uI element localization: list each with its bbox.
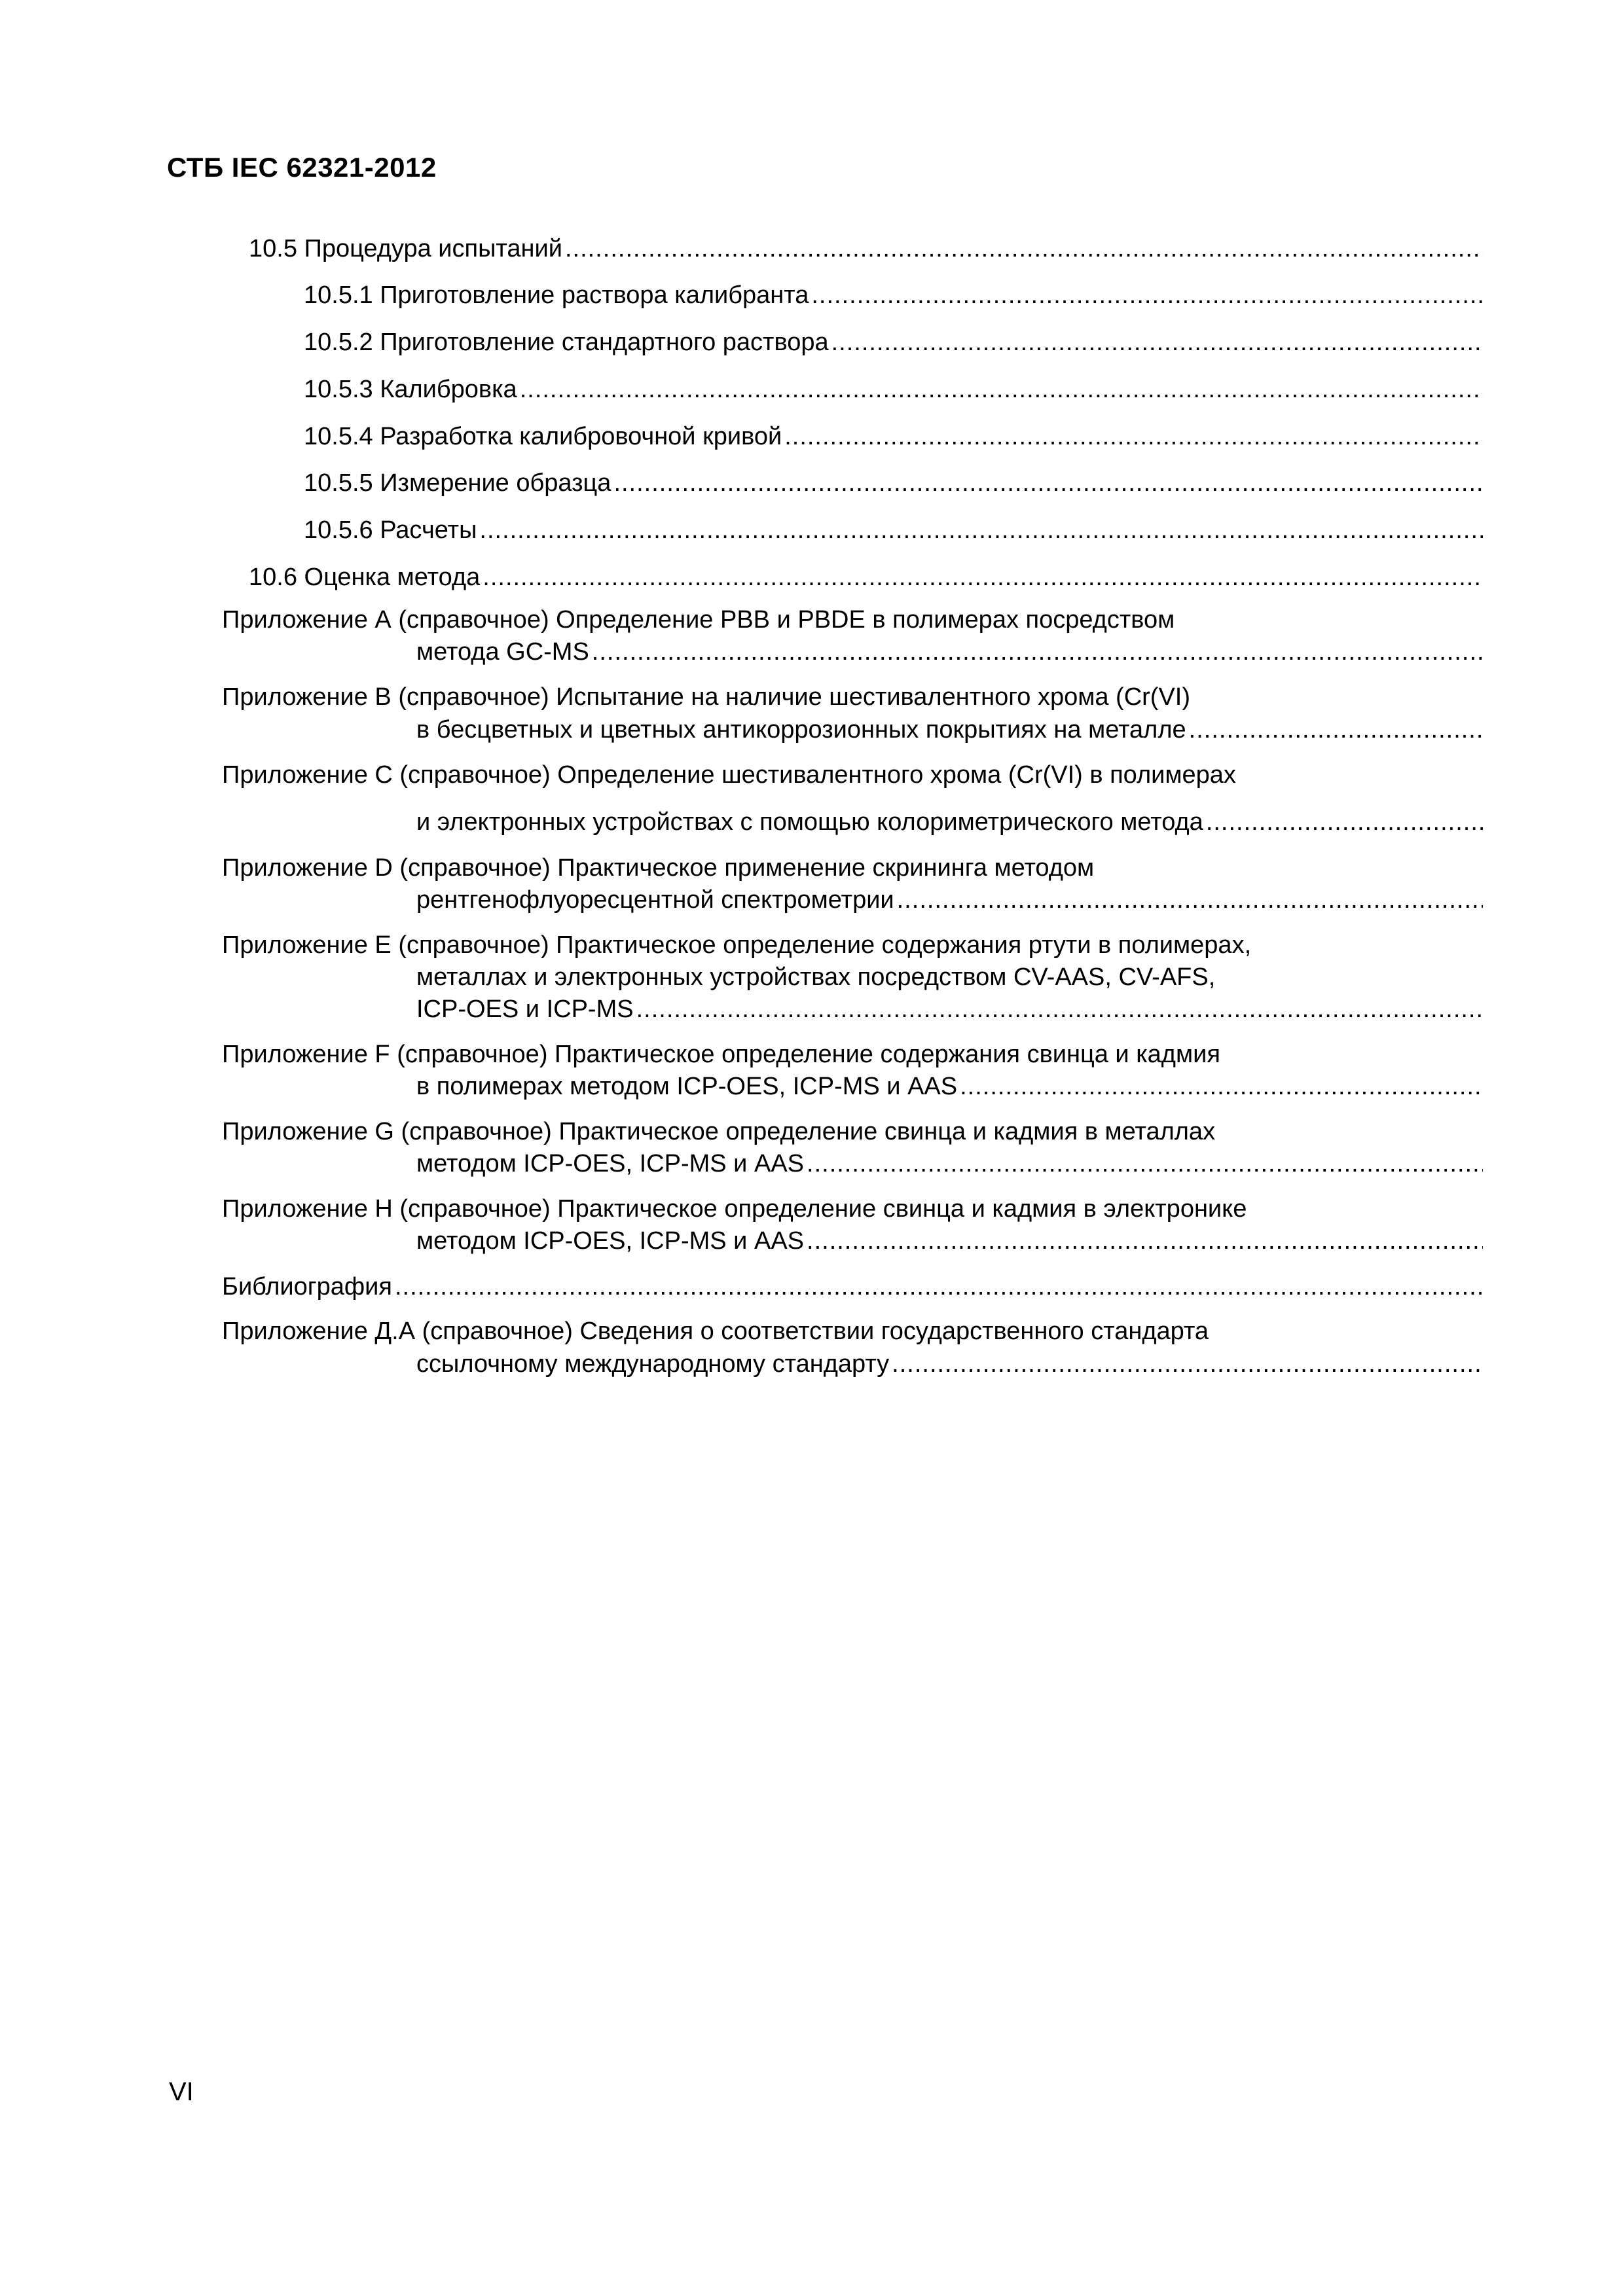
toc-entry-title: 10.5.6 Расчеты <box>304 516 477 544</box>
dot-leader <box>897 883 1483 917</box>
toc-entry-title: в полимерах методом ICP-OES, ICP-MS и AAS <box>416 1073 958 1100</box>
toc-entry-annex-g[interactable] <box>416 1147 1483 1181</box>
toc-entry-title: 10.5.5 Измерение образца <box>304 469 611 497</box>
toc-entry-annex-f[interactable] <box>416 1069 1483 1103</box>
toc-entry-annex-h-title[interactable]: Приложение Н (справочное) Практическое определение свинца и кадмия в электронике <box>222 1195 1247 1223</box>
toc-entry-10-5-3[interactable] <box>304 372 1483 406</box>
dot-leader <box>479 513 1483 547</box>
document-code-header: СТБ IEC 62321-2012 <box>167 152 437 183</box>
toc-entry-annex-h[interactable] <box>416 1224 1483 1258</box>
dot-leader <box>1189 713 1483 747</box>
toc-entry-annex-a[interactable] <box>416 635 1483 669</box>
toc-entry-annex-e[interactable] <box>416 992 1483 1026</box>
toc-entry-annex-a-title[interactable]: Приложение А (справочное) Определение PBB и PBDE в полимерах посредством <box>222 606 1175 634</box>
toc-entry-annex-g-title[interactable]: Приложение G (справочное) Практическое определение свинца и кадмия в металлах <box>222 1118 1216 1145</box>
page-number: VI <box>169 2077 194 2106</box>
toc-entry-title: рентгенофлуоресцентной спектрометрии <box>416 886 894 914</box>
toc-entry-annex-e-line-2[interactable]: металлах и электронных устройствах посредством CV-AAS, CV-AFS, <box>416 963 1216 991</box>
toc-entry-10-5-5[interactable] <box>304 466 1483 500</box>
toc-entry-annex-d-title[interactable]: Приложение D (справочное) Практическое применение скрининга методом <box>222 854 1095 882</box>
toc-entry-title: и электронных устройствах с помощью колориметрического метода <box>416 808 1203 836</box>
toc-entry-annex-f-title[interactable]: Приложение F (справочное) Практическое определение содержания свинца и кадмия <box>222 1041 1220 1068</box>
toc-entry-10-5[interactable] <box>249 232 1483 266</box>
dot-leader <box>1206 805 1483 839</box>
toc-entry-annex-b-title[interactable]: Приложение В (справочное) Испытание на наличие шестивалентного хрома (Cr(VI) <box>222 683 1191 711</box>
toc-entry-annex-c-title[interactable]: Приложение С (справочное) Определение шестивалентного хрома (Cr(VI) в полимерах <box>222 761 1236 789</box>
dot-leader <box>636 992 1483 1026</box>
toc-entry-title: 10.5.3 Калибровка <box>304 376 517 403</box>
toc-entry-title: 10.5.4 Разработка калибровочной кривой <box>304 423 782 450</box>
dot-leader <box>811 278 1483 312</box>
dot-leader <box>892 1347 1483 1381</box>
dot-leader <box>613 466 1483 500</box>
dot-leader <box>565 232 1483 266</box>
toc-entry-title: Библиография <box>222 1273 392 1300</box>
toc-entry-annex-e-title[interactable]: Приложение Е (справочное) Практическое определение содержания ртути в полимерах, <box>222 931 1252 959</box>
toc-entry-title: 10.5 Процедура испытаний <box>249 235 562 262</box>
toc-entry-title: в бесцветных и цветных антикоррозионных покрытиях на металле <box>416 716 1186 744</box>
toc-entry-10-5-1[interactable] <box>304 278 1483 312</box>
toc-entry-bibliography[interactable] <box>222 1270 1483 1304</box>
dot-leader <box>807 1224 1483 1258</box>
toc-entry-title: 10.6 Оценка метода <box>249 564 481 591</box>
toc-entry-10-6[interactable] <box>249 560 1483 594</box>
toc-entry-annex-b[interactable] <box>416 713 1483 747</box>
toc-entry-annex-c[interactable] <box>416 805 1483 839</box>
toc-entry-title: 10.5.1 Приготовление раствора калибранта <box>304 281 809 309</box>
dot-leader <box>483 560 1483 594</box>
toc-entry-10-5-4[interactable] <box>304 420 1483 454</box>
dot-leader <box>395 1270 1483 1304</box>
dot-leader <box>807 1147 1483 1181</box>
toc-entry-annex-da[interactable] <box>416 1347 1483 1381</box>
toc-entry-title: метода GC-MS <box>416 638 589 666</box>
toc-entry-title: методом ICP-OES, ICP-MS и AAS <box>416 1227 805 1255</box>
toc-entry-title: 10.5.2 Приготовление стандартного раствора <box>304 329 829 356</box>
toc-entry-annex-d[interactable] <box>416 883 1483 917</box>
dot-leader <box>960 1069 1483 1103</box>
dot-leader <box>592 635 1483 669</box>
dot-leader <box>520 372 1483 406</box>
toc-entry-10-5-2[interactable] <box>304 325 1483 359</box>
toc-entry-annex-da-title[interactable]: Приложение Д.А (справочное) Сведения о соответствии государственного стандарта <box>222 1318 1209 1345</box>
toc-entry-title: ICP-OES и ICP-MS <box>416 996 634 1023</box>
toc-entry-title: методом ICP-OES, ICP-MS и AAS <box>416 1150 805 1177</box>
toc-entry-title: ссылочному международному стандарту <box>416 1350 890 1378</box>
dot-leader <box>831 325 1483 359</box>
dot-leader <box>784 420 1483 454</box>
toc-entry-10-5-6[interactable] <box>304 513 1483 547</box>
